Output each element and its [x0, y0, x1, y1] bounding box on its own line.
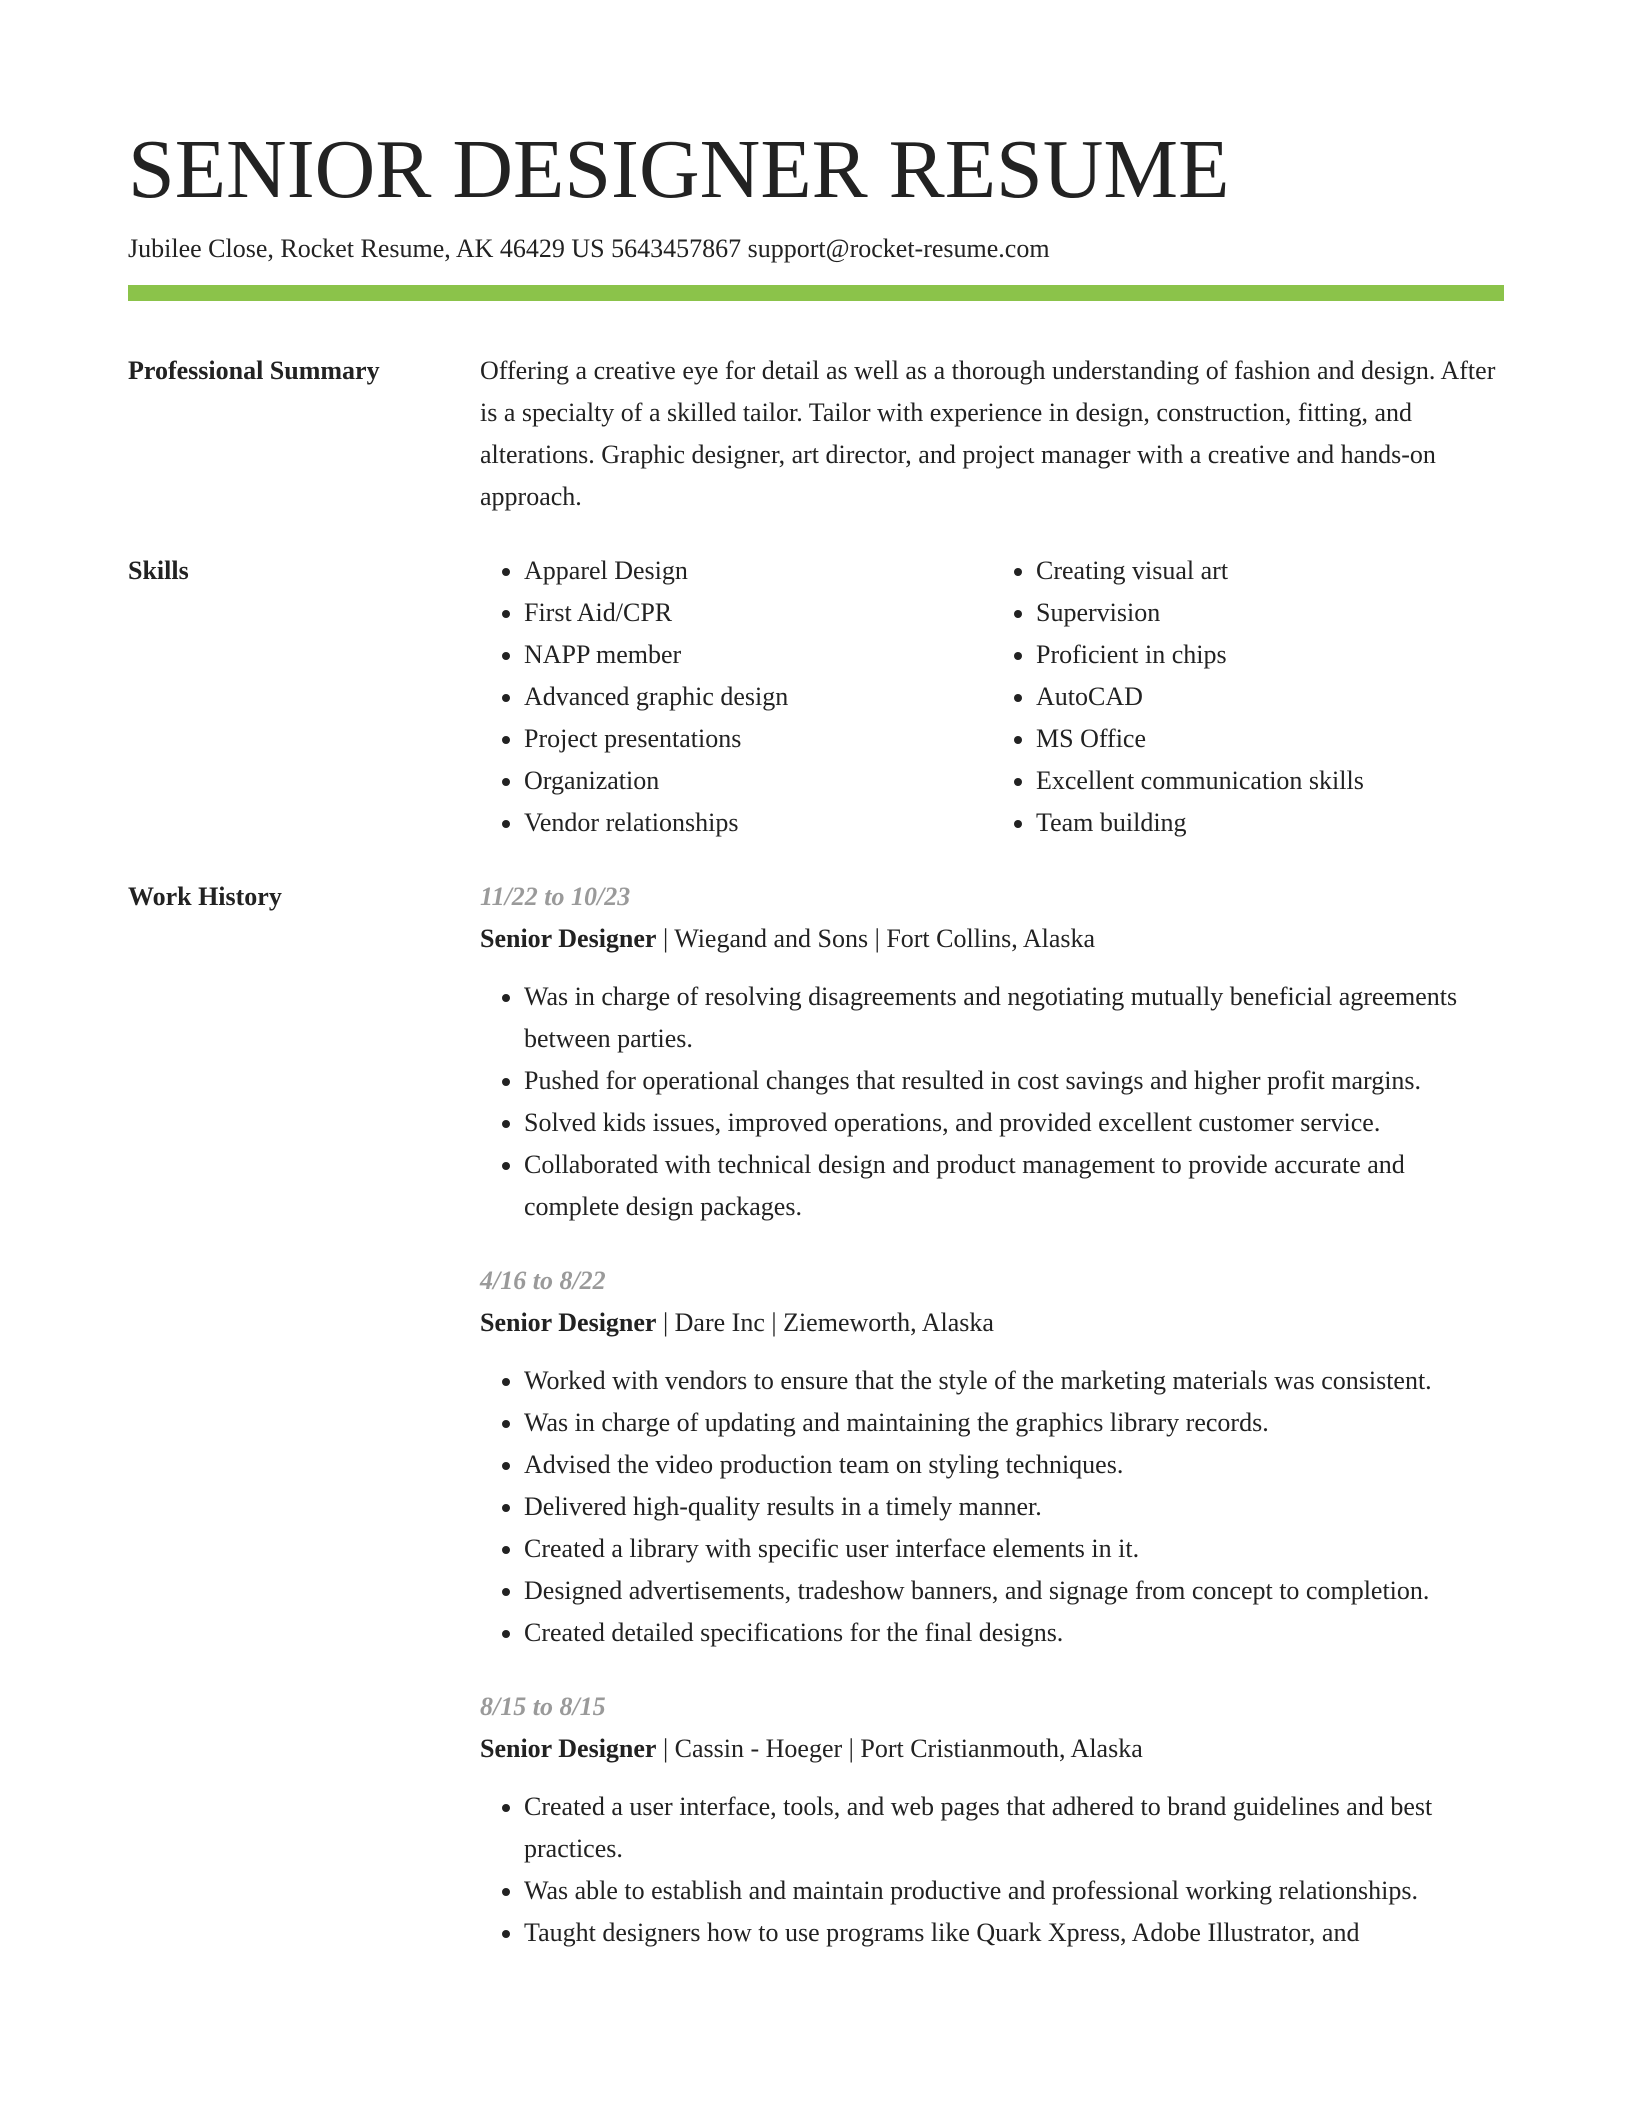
job-heading [480, 1728, 1504, 1770]
job-company-location: | Wiegand and Sons | Fort Collins, Alaska [656, 924, 1096, 953]
summary-text: Offering a creative eye for detail as well as a thorough understanding of fashion and design. After is a specialty of a skilled tailor. Tailor with experience in design, construction, fitting, and alterations. Graphic designer, art director, and project manager with a creative and hands-on approach. [480, 356, 1496, 511]
skill-item: • AutoCAD [1036, 676, 1504, 718]
job-bullet-list [480, 1786, 1504, 1954]
contact-line: Jubilee Close, Rocket Resume, AK 46429 US 5643457867 support@rocket-resume.com [128, 234, 1050, 263]
job-bullet-list [480, 1360, 1504, 1654]
job-bullet: • Delivered high-quality results in a timely manner. [524, 1486, 1504, 1528]
skill-item: • Excellent communication skills [1036, 760, 1504, 802]
work-history-body [480, 876, 1504, 1986]
job-bullet: • Collaborated with technical design and product management to provide accurate and complete design packages. [524, 1144, 1504, 1228]
job-company-location: | Dare Inc | Ziemeworth, Alaska [656, 1308, 994, 1337]
skill-item: • NAPP member [524, 634, 992, 676]
job-bullet: • Worked with vendors to ensure that the style of the marketing materials was consistent. [524, 1360, 1504, 1402]
job-heading [480, 918, 1504, 960]
job-company-location: | Cassin - Hoeger | Port Cristianmouth, Alaska [656, 1734, 1143, 1763]
skill-item: • Project presentations [524, 718, 992, 760]
skill-item: • Proficient in chips [1036, 634, 1504, 676]
job-title: Senior Designer [480, 1308, 657, 1337]
work-history-heading: Work History [128, 882, 282, 911]
job-entry [480, 876, 1504, 1228]
job-entry [480, 1686, 1504, 1954]
job-entry [480, 1260, 1504, 1654]
job-dates: 4/16 to 8/22 [480, 1266, 606, 1295]
job-dates: 8/15 to 8/15 [480, 1692, 606, 1721]
accent-divider [128, 285, 1504, 301]
skill-item: • First Aid/CPR [524, 592, 992, 634]
skill-item: • Vendor relationships [524, 802, 992, 844]
job-bullet: • Created a user interface, tools, and web pages that adhered to brand guidelines and best practices. [524, 1786, 1504, 1870]
job-dates: 11/22 to 10/23 [480, 882, 631, 911]
job-bullet: • Pushed for operational changes that resulted in cost savings and higher profit margins. [524, 1060, 1504, 1102]
skill-item: • Team building [1036, 802, 1504, 844]
skill-item: • Supervision [1036, 592, 1504, 634]
skill-item: • Creating visual art [1036, 550, 1504, 592]
job-bullet: • Created a library with specific user interface elements in it. [524, 1528, 1504, 1570]
skills-list-right [992, 550, 1504, 844]
skills-heading: Skills [128, 556, 189, 585]
skill-item: • Apparel Design [524, 550, 992, 592]
job-bullet: • Created detailed specifications for the final designs. [524, 1612, 1504, 1654]
skill-item: • MS Office [1036, 718, 1504, 760]
job-bullet-list [480, 976, 1504, 1228]
job-bullet: • Was in charge of resolving disagreements and negotiating mutually beneficial agreements between parties. [524, 976, 1504, 1060]
job-title: Senior Designer [480, 1734, 657, 1763]
job-title: Senior Designer [480, 924, 657, 953]
job-heading [480, 1302, 1504, 1344]
job-bullet: • Designed advertisements, tradeshow banners, and signage from concept to completion. [524, 1570, 1504, 1612]
summary-heading: Professional Summary [128, 356, 380, 385]
job-bullet: • Was able to establish and maintain productive and professional working relationships. [524, 1870, 1504, 1912]
skills-body [480, 550, 1504, 844]
job-bullet: • Advised the video production team on styling techniques. [524, 1444, 1504, 1486]
job-bullet: • Was in charge of updating and maintaining the graphics library records. [524, 1402, 1504, 1444]
skills-columns [480, 550, 1504, 844]
skills-list-left [480, 550, 992, 844]
skill-item: • Advanced graphic design [524, 676, 992, 718]
resume-title: SENIOR DESIGNER RESUME [128, 123, 1230, 216]
summary-body [480, 350, 1504, 518]
skill-item: • Organization [524, 760, 992, 802]
job-bullet: • Solved kids issues, improved operations, and provided excellent customer service. [524, 1102, 1504, 1144]
job-bullet: • Taught designers how to use programs like Quark Xpress, Adobe Illustrator, and [524, 1912, 1504, 1954]
